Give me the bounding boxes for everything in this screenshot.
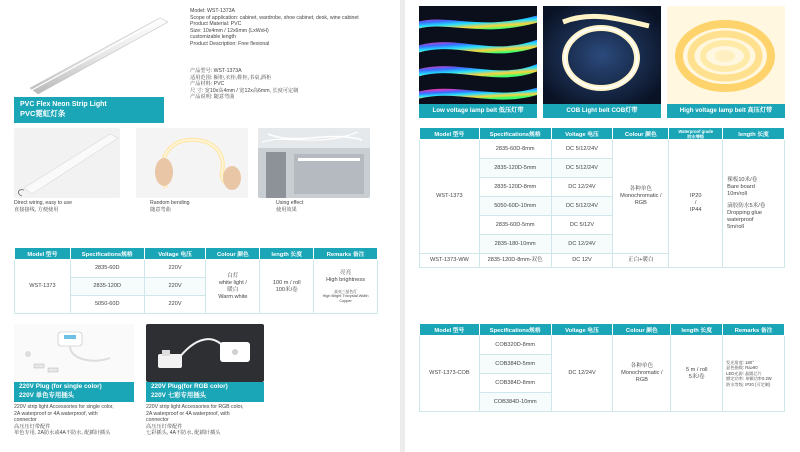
length-line: 滴胶防水5米/卷 <box>727 202 766 209</box>
spec-cell: 2835-120D-8mm <box>479 178 551 197</box>
colour-cell <box>613 336 671 412</box>
spec-cell: COB320D-8mm <box>479 336 551 355</box>
th-remarks: Remarks 备注 <box>314 248 378 260</box>
low-voltage-strip-photo <box>419 6 537 104</box>
voltage-cell: 220V <box>144 260 206 278</box>
th-spec: Specifications规格 <box>70 248 144 260</box>
spec-table-1373 <box>14 247 378 314</box>
th-model: Model 型号 <box>15 248 71 260</box>
th-model: Model 型号 <box>420 128 480 140</box>
length-line: 100米/卷 <box>275 286 298 293</box>
random-bending-photo <box>136 128 248 198</box>
voltage-cell: DC 12V <box>551 254 613 268</box>
colour-line: 暖白 <box>227 286 239 293</box>
voltage-cell: DC 5/12/24V <box>551 140 613 159</box>
colour-line: RGB <box>635 377 648 383</box>
spec-cell: 2835-120D-5mm <box>479 159 551 178</box>
accessory-text-line: 高压压灯带配件 <box>14 423 51 430</box>
voltage-cell: DC 12/24V <box>551 336 613 412</box>
cob-label-band: COB Light belt COB灯带 <box>543 104 661 118</box>
waterproof-cell <box>669 140 723 268</box>
neon-strip-product-image <box>22 16 170 96</box>
colour-line: Monochromatic / <box>621 370 663 376</box>
remarks-cell <box>314 260 378 314</box>
caption-cn: 使用效果 <box>276 206 297 213</box>
accessory-text-line: 2A waterproof or 4A waterproof, with <box>146 410 230 417</box>
th-remarks: Remarks 备注 <box>723 324 785 336</box>
right-page <box>405 0 800 452</box>
spec-cell: 2835-180-10mm <box>479 235 551 254</box>
voltage-cell: DC 5/12/24V <box>551 159 613 178</box>
length-line: 100 m / roll <box>272 279 301 286</box>
th-length: length 长度 <box>723 128 785 140</box>
spec-cell: COB384D-8mm <box>479 374 551 393</box>
rgb-plug-description <box>146 404 278 437</box>
spec-line: Model: WST-1373A <box>190 8 235 14</box>
spec-line: 产品材料: PVC <box>190 81 225 88</box>
spec-line: Size: 10x4mm / 12x6mm (LxWxH) <box>190 27 269 34</box>
voltage-cell: DC 12/24V <box>551 235 613 254</box>
colour-cell <box>613 140 669 254</box>
colour-line: 各种单色 <box>630 363 654 369</box>
spec-line: 产品型号: WST-1373A <box>190 68 242 74</box>
table-header-row <box>420 128 785 140</box>
th-length: length 长度 <box>260 248 314 260</box>
th-length: length 长度 <box>671 324 723 336</box>
spec-cell: 2835-120D <box>70 278 144 296</box>
waterproof-line: IP20 <box>689 193 702 199</box>
waterproof-line: / <box>694 200 697 206</box>
spec-line: 尺 寸: 宽10x高4mm / 宽12x高6mm, 长度可定制 <box>190 87 299 94</box>
single-color-plug-image <box>14 324 134 382</box>
voltage-cell: DC 5/12/24V <box>551 197 613 216</box>
caption-en: Direct wiring, easy to use <box>14 200 72 206</box>
length-line: 5 m / roll <box>686 366 708 373</box>
accessory-title-en: 220V Plug(for RGB color) <box>151 383 228 390</box>
accessory-text-line: 220V strip light Accessories for single color, <box>14 404 114 410</box>
spec-cell: COB384D-10mm <box>479 393 551 412</box>
spec-line: Product Material: PVC <box>190 21 242 28</box>
rgb-plug-band <box>146 382 264 402</box>
spec-cell: 2835-60D-5mm <box>479 216 551 235</box>
remarks-small-line: High Bright Tricrystal Width <box>322 294 369 299</box>
caption-en: Using effect <box>276 200 304 206</box>
product-title-band <box>14 97 164 123</box>
usage-caption-2 <box>150 200 190 213</box>
table-header-row <box>420 324 785 336</box>
spec-cell: COB384D-5mm <box>479 355 551 374</box>
direct-wiring-photo <box>14 128 120 198</box>
spec-line: 适用范围: 橱柜,衣柜,鞋柜,书桌,酒柜 <box>190 74 272 81</box>
remarks-line: LED光源: 晶圆芯片 <box>726 370 762 376</box>
length-cell <box>671 336 723 412</box>
colour-line: Monochromatic / <box>620 193 662 199</box>
accessory-text-line: connector <box>14 417 37 424</box>
spec-line: Product Description: Free flexional <box>190 40 270 47</box>
table-row <box>420 336 785 355</box>
model-cell: WST-1373 <box>15 260 71 314</box>
product-spec-cn <box>190 68 375 101</box>
remarks-line: 防水等级: IP20 (可定制) <box>726 381 771 387</box>
accessory-text-line: 2A waterproof or 4A waterproof, with <box>14 410 98 417</box>
colour-cell: 正白+暖白 <box>613 254 669 268</box>
length-cell <box>723 140 785 268</box>
spec-cell: 2835-60D <box>70 260 144 278</box>
th-colour: Colour 颜色 <box>613 324 671 336</box>
using-effect-photo <box>258 128 370 198</box>
remarks-line: 显色指数: Ra≥90 <box>726 365 758 371</box>
th-voltage: Voltage 电压 <box>551 128 613 140</box>
product-spec-en <box>190 8 375 48</box>
remarks-line: 发光角度: 180° <box>726 359 754 365</box>
remarks-line: High brightness <box>326 276 365 283</box>
low-voltage-label-band: Low voltage lamp belt 低压灯带 <box>419 104 537 118</box>
voltage-cell: DC 5/12V <box>551 216 613 235</box>
th-colour: Colour 颜色 <box>206 248 260 260</box>
length-cell <box>260 260 314 314</box>
rgb-plug-image <box>146 324 264 382</box>
voltage-cell: 220V <box>144 278 206 296</box>
colour-line: RGB <box>634 200 647 206</box>
colour-line: Warm white <box>218 293 248 300</box>
length-line: waterproof <box>727 216 754 223</box>
model-cell: WST-1373 <box>420 140 480 254</box>
spec-table-1373-cob <box>419 323 785 412</box>
length-line: 5m/roll <box>727 223 744 230</box>
accessory-text-line: 单色专用, 2A防水或4A不防水, 配插针插头 <box>14 430 111 437</box>
th-spec: Specifications规格 <box>479 324 551 336</box>
single-plug-band <box>14 382 134 402</box>
th-colour: Colour 颜色 <box>613 128 669 140</box>
model-cell: WST-1373-WW <box>420 254 480 268</box>
caption-en: Random bending <box>150 200 190 206</box>
th-voltage: Voltage 电压 <box>551 324 613 336</box>
model-cell: WST-1373-COB <box>420 336 480 412</box>
th-waterproof-cn: 防水等级 <box>687 133 705 139</box>
remarks-cell <box>723 336 785 412</box>
cob-strip-photo <box>543 6 661 104</box>
colour-line: 白灯 <box>227 272 239 279</box>
remarks-line: 额定功率: 单颗功率0.2W <box>726 376 772 382</box>
spec-cell: 2835-120D-8mm-双色 <box>479 254 551 268</box>
accessory-text-line: 220V strip light Accessories for RGB color, <box>146 404 244 410</box>
accessory-title-en: 220V Plug (for single color) <box>19 383 102 390</box>
colour-line: white light / <box>218 279 247 286</box>
voltage-cell: DC 12/24V <box>551 178 613 197</box>
single-plug-description <box>14 404 144 437</box>
th-waterproof <box>669 128 723 140</box>
product-title-en: PVC Flex Neon Strip Light <box>20 101 107 108</box>
length-line: 5米/卷 <box>688 373 705 380</box>
colour-cell <box>206 260 260 314</box>
accessory-text-line: 高压压灯带配件 <box>146 423 183 430</box>
length-line: 裸板10米/卷 <box>727 176 758 183</box>
caption-cn: 直接接线, 方便使用 <box>14 206 59 213</box>
accessory-title-cn: 220V 七彩专用插头 <box>151 391 207 399</box>
accessory-text-line: connector <box>146 417 169 424</box>
spec-line: Scope of application: cabinet, wardrobe, shoe cabinet, desk, wine cabinet <box>190 14 359 21</box>
caption-cn: 随意弯曲 <box>150 206 171 213</box>
th-model: Model 型号 <box>420 324 480 336</box>
voltage-cell: 220V <box>144 296 206 314</box>
remarks-small-line: 高亮三基色灯 <box>334 289 357 294</box>
length-line: Dropping glue <box>727 209 762 216</box>
spec-cell: 5050-60D-10mm <box>479 197 551 216</box>
remarks-small-line: Copper <box>339 298 352 303</box>
usage-caption-3 <box>276 200 303 213</box>
th-waterproof-en: Waterproof grade <box>678 128 714 134</box>
spec-cell: 5050-60D <box>70 296 144 314</box>
waterproof-line: IP44 <box>689 207 702 213</box>
length-line: Bare board <box>727 183 755 190</box>
accessory-title-cn: 220V 单色专用插头 <box>19 391 75 399</box>
length-line: 10m/roll <box>727 190 748 197</box>
th-spec: Specifications规格 <box>479 128 551 140</box>
accessory-text-line: 七彩插头, 4A不防水, 配插针插头 <box>146 430 221 437</box>
product-title-cn: PVC霓虹灯条 <box>20 109 66 118</box>
table-header-row <box>15 248 378 260</box>
spec-line: 产品说明: 随意弯曲 <box>190 94 235 101</box>
remarks-line: 亮亮 <box>339 269 352 276</box>
colour-line: 各种单色 <box>629 186 653 192</box>
high-voltage-strip-photo <box>667 6 785 104</box>
spec-table-1373-low-voltage <box>419 127 785 268</box>
usage-caption-1 <box>14 200 72 213</box>
spec-line: customizable length <box>190 34 236 41</box>
spec-cell: 2835-60D-8mm <box>479 140 551 159</box>
high-voltage-label-band: High voltage lamp belt 高压灯带 <box>667 104 785 118</box>
table-row <box>15 260 378 278</box>
th-voltage: Voltage 电压 <box>144 248 206 260</box>
table-row <box>420 140 785 159</box>
